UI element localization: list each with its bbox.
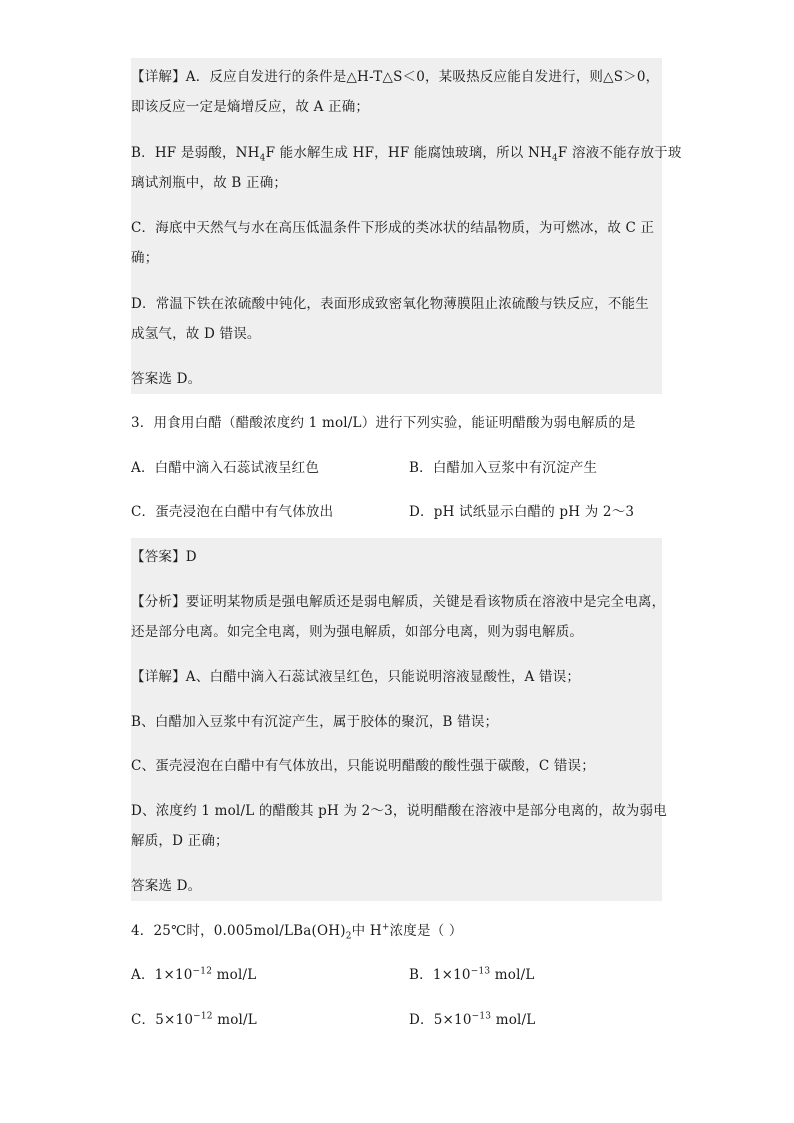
q3-detail-d1: D、浓度约 1 mol/L 的醋酸其 pH 为 2～3，说明醋酸在溶液中是部分电离的，故为弱电 [131, 803, 667, 819]
q4-option-d: D．$5\times 10^{-13}$ mol/L [409, 1011, 536, 1028]
q3-option-a: A．白醋中滴入石蕊试液呈红色 [131, 460, 320, 476]
q4-option-c: C．$5\times 10^{-12}$ mol/L [131, 1011, 257, 1028]
q3-detail-d2: 解质，D 正确； [131, 833, 229, 849]
q2-explain-line-a1: 【详解】A．反应自发进行的条件是△H-T△S＜0，某吸热反应能自发进行，则△S＞0， [131, 69, 660, 85]
q3-stem: 3．用食用白醋（醋酸浓度约 1 mol/L）进行下列实验，能证明醋酸为弱电解质的是 [131, 415, 636, 431]
q3-analysis-line1: 【分析】要证明某物质是强电解质还是弱电解质，关键是看该物质在溶液中是完全电离， [131, 594, 666, 610]
q4-stem: 4．25℃时，$0.005mol/LBa(OH)_2$中 H+浓度是（ ） [131, 922, 463, 942]
q2-explain-line-a2: 即该反应一定是熵增反应，故 A 正确； [131, 99, 370, 115]
q3-conclusion: 答案选 D。 [131, 878, 202, 894]
q3-option-b: B．白醋加入豆浆中有沉淀产生 [409, 460, 598, 476]
q2-explain-line-c1: C．海底中天然气与水在高压低温条件下形成的类冰状的结晶物质，为可燃冰，故 C 正 [131, 220, 655, 236]
q3-solution-block [131, 538, 667, 901]
q3-analysis-line2: 还是部分电离。如完全电离，则为强电解质，如部分电离，则为弱电解质。 [131, 624, 584, 640]
q2-explain-line-d2: 成氢气，故 D 错误。 [131, 326, 261, 342]
q4-option-b: B．$1\times 10^{-13}$ mol/L [409, 966, 535, 983]
q3-detail-a: 【详解】A、白醋中滴入石蕊试液呈红色，只能说明溶液显酸性，A 错误； [131, 669, 581, 685]
q3-detail-b: B、白醋加入豆浆中有沉淀产生，属于胶体的聚沉，B 错误； [131, 714, 499, 730]
q2-explain-line-d1: D．常温下铁在浓硫酸中钝化，表面形成致密氧化物薄膜阻止浓硫酸与铁反应，不能生 [131, 296, 649, 312]
q2-explanation-block [131, 58, 682, 394]
q3-option-d: D．pH 试纸显示白醋的 pH 为 2～3 [409, 504, 635, 520]
q3-detail-c: C、蛋壳浸泡在白醋中有气体放出，只能说明醋酸的酸性强于碳酸，C 错误； [131, 758, 595, 774]
q2-answer: 答案选 D。 [131, 371, 202, 387]
q3-answer: 【答案】D [131, 549, 197, 565]
q2-explain-line-b2: 璃试剂瓶中，故 B 正确； [131, 175, 288, 191]
q4-option-a: A．$1\times 10^{-12}$ mol/L [131, 966, 257, 983]
q2-explain-line-b1: B．HF 是弱酸，$NH_4F$ 能水解生成 HF，HF 能腐蚀玻璃，所以 $NH_4F$ 溶液不能存放于玻 [131, 145, 682, 164]
q3-option-c: C．蛋壳浸泡在白醋中有气体放出 [131, 504, 334, 520]
q2-explain-line-c2: 确； [131, 250, 159, 266]
